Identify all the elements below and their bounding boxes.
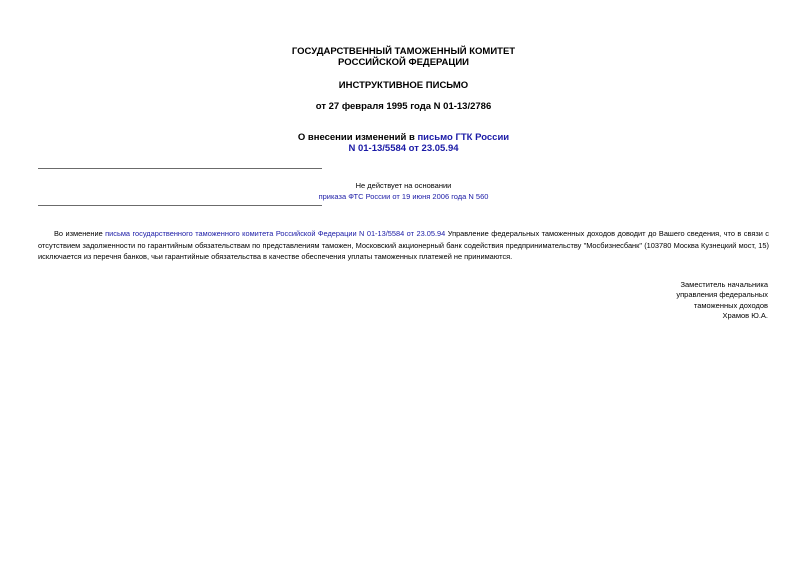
signature-block bbox=[560, 280, 768, 321]
signature-position-line3: таможенных доходов bbox=[693, 300, 768, 310]
document-date-number: от 27 февраля 1995 года N 01-13/2786 bbox=[315, 101, 492, 112]
divider-top bbox=[38, 168, 322, 169]
agency-name-line2: РОССИЙСКОЙ ФЕДЕРАЦИИ bbox=[337, 57, 469, 68]
subject-prefix: О внесении изменений в bbox=[297, 132, 418, 143]
status-order-link[interactable]: приказа ФТС России от 19 июня 2006 года N 560 bbox=[318, 192, 489, 201]
body-referenced-letter-link[interactable]: письма государственного таможенного комитета Российской Федерации N 01-13/5584 от 23.05.94 bbox=[105, 229, 446, 238]
subject-link-letter[interactable]: письмо ГТК России bbox=[417, 132, 510, 143]
body-intro: Во изменение bbox=[54, 229, 106, 238]
signature-position-line1: Заместитель начальника bbox=[680, 280, 768, 289]
agency-name-line1: ГОСУДАРСТВЕННЫЙ ТАМОЖЕННЫЙ КОМИТЕТ bbox=[291, 46, 516, 57]
subject-link-letter-number[interactable]: N 01-13/5584 от 23.05.94 bbox=[348, 143, 459, 154]
body-main-text: Управление федеральных таможенных доходов доводит до Вашего сведения, что в связи с отсутствием задолженности по гарантийным обязательствам по представлениям таможен, Московский акционерный банк содействия предпринимательству "Мосбизнесбанк" (103780 Москва Кузнецкий мост, 15) исключается из перечня банков, чьи гарантийные обязательства в качестве обеспечения уплаты таможенных платежей не принимаются. bbox=[38, 229, 769, 261]
document-subject-line2 bbox=[0, 143, 807, 154]
divider-bottom bbox=[38, 205, 322, 206]
body-paragraph bbox=[38, 228, 769, 263]
signature-name: Храмов Ю.А. bbox=[722, 310, 768, 320]
document-type: ИНСТРУКТИВНОЕ ПИСЬМО bbox=[338, 80, 469, 91]
status-link-line bbox=[0, 192, 807, 201]
signature-position-line2: управления федеральных bbox=[676, 290, 768, 300]
document-subject-line1 bbox=[0, 132, 807, 143]
status-note: Не действует на основании bbox=[355, 181, 452, 190]
